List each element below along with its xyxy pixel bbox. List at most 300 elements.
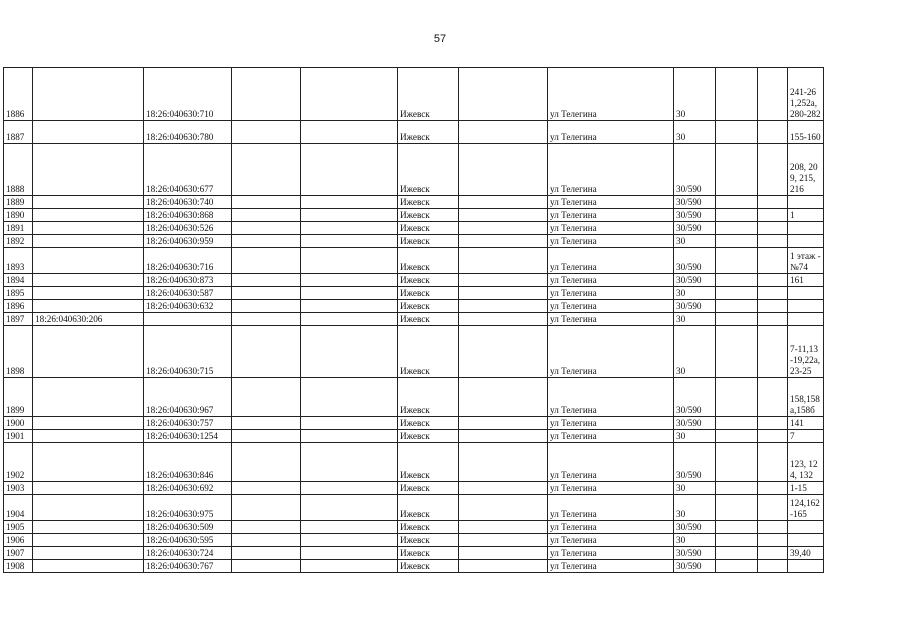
cadastral-number-premises: 18:26:040630:716: [144, 248, 232, 274]
empty-cell: [459, 313, 548, 326]
table-row: [4, 248, 824, 274]
empty-cell: [459, 521, 548, 534]
empty-cell: [459, 196, 548, 209]
row-number: 1900: [4, 417, 33, 430]
house-number-cell: 30: [674, 235, 716, 248]
empty-cell: [232, 68, 301, 121]
empty-cell: [232, 196, 301, 209]
empty-cell: [232, 313, 301, 326]
empty-cell: [716, 521, 758, 534]
room-numbers-cell: 1-15: [788, 482, 824, 495]
city-cell: Ижевск: [398, 300, 459, 313]
empty-cell: [232, 144, 301, 196]
empty-cell: [716, 326, 758, 378]
cadastral-number-primary: [33, 560, 144, 573]
cadastral-number-primary: [33, 196, 144, 209]
empty-cell: [716, 300, 758, 313]
empty-cell: [301, 313, 398, 326]
street-cell: ул Телегина: [548, 121, 674, 144]
empty-cell: [758, 196, 788, 209]
empty-cell: [758, 274, 788, 287]
empty-cell: [301, 417, 398, 430]
empty-cell: [459, 326, 548, 378]
street-cell: ул Телегина: [548, 547, 674, 560]
city-cell: Ижевск: [398, 482, 459, 495]
cadastral-number-premises: 18:26:040630:868: [144, 209, 232, 222]
table-row: [4, 443, 824, 482]
street-cell: ул Телегина: [548, 313, 674, 326]
table-row: [4, 196, 824, 209]
table-row: [4, 209, 824, 222]
cadastral-number-premises: 18:26:040630:632: [144, 300, 232, 313]
empty-cell: [232, 443, 301, 482]
empty-cell: [459, 560, 548, 573]
room-numbers-cell: [788, 313, 824, 326]
empty-cell: [716, 274, 758, 287]
table-row: [4, 287, 824, 300]
row-number: 1904: [4, 495, 33, 521]
empty-cell: [301, 547, 398, 560]
cadastral-number-premises: [144, 313, 232, 326]
city-cell: Ижевск: [398, 222, 459, 235]
city-cell: Ижевск: [398, 274, 459, 287]
empty-cell: [232, 495, 301, 521]
city-cell: Ижевск: [398, 430, 459, 443]
cadastral-number-primary: [33, 300, 144, 313]
house-number-cell: 30/590: [674, 209, 716, 222]
empty-cell: [301, 274, 398, 287]
cadastral-number-premises: 18:26:040630:587: [144, 287, 232, 300]
city-cell: Ижевск: [398, 287, 459, 300]
empty-cell: [758, 378, 788, 417]
row-number: 1888: [4, 144, 33, 196]
empty-cell: [716, 144, 758, 196]
empty-cell: [232, 417, 301, 430]
cadastral-number-premises: 18:26:040630:975: [144, 495, 232, 521]
cadastral-number-primary: [33, 68, 144, 121]
row-number: 1905: [4, 521, 33, 534]
room-numbers-cell: [788, 196, 824, 209]
room-numbers-cell: 7: [788, 430, 824, 443]
room-numbers-cell: 124,162-165: [788, 495, 824, 521]
city-cell: Ижевск: [398, 534, 459, 547]
house-number-cell: 30/590: [674, 144, 716, 196]
empty-cell: [758, 300, 788, 313]
cadastral-number-primary: [33, 521, 144, 534]
house-number-cell: 30: [674, 482, 716, 495]
city-cell: Ижевск: [398, 235, 459, 248]
empty-cell: [459, 430, 548, 443]
empty-cell: [459, 68, 548, 121]
empty-cell: [301, 144, 398, 196]
room-numbers-cell: 39,40: [788, 547, 824, 560]
row-number: 1903: [4, 482, 33, 495]
empty-cell: [758, 417, 788, 430]
empty-cell: [459, 121, 548, 144]
cadastral-number-primary: [33, 235, 144, 248]
empty-cell: [758, 68, 788, 121]
table-row: [4, 274, 824, 287]
registry-body: [4, 68, 824, 573]
city-cell: Ижевск: [398, 144, 459, 196]
room-numbers-cell: [788, 300, 824, 313]
empty-cell: [716, 430, 758, 443]
cadastral-number-premises: 18:26:040630:757: [144, 417, 232, 430]
cadastral-number-premises: 18:26:040630:959: [144, 235, 232, 248]
empty-cell: [301, 68, 398, 121]
empty-cell: [459, 274, 548, 287]
empty-cell: [232, 121, 301, 144]
room-numbers-cell: 241-261,252а,280-282: [788, 68, 824, 121]
cadastral-number-premises: 18:26:040630:967: [144, 378, 232, 417]
empty-cell: [758, 521, 788, 534]
row-number: 1887: [4, 121, 33, 144]
table-row: [4, 313, 824, 326]
empty-cell: [232, 274, 301, 287]
empty-cell: [301, 287, 398, 300]
street-cell: ул Телегина: [548, 209, 674, 222]
empty-cell: [758, 313, 788, 326]
street-cell: ул Телегина: [548, 287, 674, 300]
city-cell: Ижевск: [398, 68, 459, 121]
house-number-cell: 30: [674, 287, 716, 300]
cadastral-number-premises: 18:26:040630:710: [144, 68, 232, 121]
empty-cell: [301, 443, 398, 482]
empty-cell: [232, 326, 301, 378]
room-numbers-cell: 141: [788, 417, 824, 430]
row-number: 1892: [4, 235, 33, 248]
cadastral-number-premises: 18:26:040630:595: [144, 534, 232, 547]
table-row: [4, 547, 824, 560]
empty-cell: [232, 300, 301, 313]
empty-cell: [301, 534, 398, 547]
street-cell: ул Телегина: [548, 222, 674, 235]
empty-cell: [758, 430, 788, 443]
empty-cell: [301, 378, 398, 417]
row-number: 1902: [4, 443, 33, 482]
empty-cell: [459, 235, 548, 248]
cadastral-number-premises: 18:26:040630:767: [144, 560, 232, 573]
cadastral-number-premises: 18:26:040630:780: [144, 121, 232, 144]
street-cell: ул Телегина: [548, 534, 674, 547]
house-number-cell: 30/590: [674, 196, 716, 209]
empty-cell: [716, 235, 758, 248]
empty-cell: [716, 196, 758, 209]
empty-cell: [459, 222, 548, 235]
street-cell: ул Телегина: [548, 144, 674, 196]
row-number: 1895: [4, 287, 33, 300]
house-number-cell: 30/590: [674, 560, 716, 573]
city-cell: Ижевск: [398, 495, 459, 521]
empty-cell: [459, 300, 548, 313]
empty-cell: [758, 482, 788, 495]
page-number: 57: [433, 33, 447, 45]
empty-cell: [232, 560, 301, 573]
empty-cell: [301, 430, 398, 443]
registry-table: [3, 67, 824, 573]
table-row: [4, 430, 824, 443]
empty-cell: [716, 209, 758, 222]
empty-cell: [459, 534, 548, 547]
cadastral-number-premises: 18:26:040630:873: [144, 274, 232, 287]
empty-cell: [232, 521, 301, 534]
row-number: 1908: [4, 560, 33, 573]
empty-cell: [232, 222, 301, 235]
empty-cell: [716, 68, 758, 121]
empty-cell: [758, 326, 788, 378]
empty-cell: [716, 560, 758, 573]
cadastral-number-primary: [33, 430, 144, 443]
cadastral-number-premises: 18:26:040630:1254: [144, 430, 232, 443]
room-numbers-cell: 7-11,13-19,22а, 23-25: [788, 326, 824, 378]
street-cell: ул Телегина: [548, 430, 674, 443]
cadastral-number-primary: [33, 144, 144, 196]
street-cell: ул Телегина: [548, 560, 674, 573]
cadastral-number-primary: [33, 443, 144, 482]
empty-cell: [758, 560, 788, 573]
empty-cell: [758, 222, 788, 235]
cadastral-number-primary: [33, 417, 144, 430]
cadastral-number-primary: [33, 209, 144, 222]
house-number-cell: 30: [674, 121, 716, 144]
house-number-cell: 30: [674, 326, 716, 378]
empty-cell: [459, 248, 548, 274]
street-cell: ул Телегина: [548, 378, 674, 417]
street-cell: ул Телегина: [548, 248, 674, 274]
row-number: 1896: [4, 300, 33, 313]
cadastral-number-primary: 18:26:040630:206: [33, 313, 144, 326]
cadastral-number-primary: [33, 378, 144, 417]
room-numbers-cell: 161: [788, 274, 824, 287]
row-number: 1897: [4, 313, 33, 326]
empty-cell: [301, 482, 398, 495]
empty-cell: [716, 287, 758, 300]
empty-cell: [758, 287, 788, 300]
cadastral-number-premises: 18:26:040630:677: [144, 144, 232, 196]
house-number-cell: 30: [674, 534, 716, 547]
table-row: [4, 121, 824, 144]
empty-cell: [716, 121, 758, 144]
table-row: [4, 144, 824, 196]
cadastral-number-primary: [33, 274, 144, 287]
empty-cell: [758, 121, 788, 144]
city-cell: Ижевск: [398, 121, 459, 144]
empty-cell: [758, 495, 788, 521]
empty-cell: [716, 378, 758, 417]
empty-cell: [716, 495, 758, 521]
room-numbers-cell: 155-160: [788, 121, 824, 144]
cadastral-number-primary: [33, 287, 144, 300]
empty-cell: [232, 547, 301, 560]
empty-cell: [301, 300, 398, 313]
empty-cell: [459, 378, 548, 417]
room-numbers-cell: 158,158а,158б: [788, 378, 824, 417]
cadastral-number-primary: [33, 534, 144, 547]
empty-cell: [301, 248, 398, 274]
house-number-cell: 30/590: [674, 521, 716, 534]
street-cell: ул Телегина: [548, 274, 674, 287]
house-number-cell: 30: [674, 495, 716, 521]
city-cell: Ижевск: [398, 560, 459, 573]
cadastral-number-premises: 18:26:040630:509: [144, 521, 232, 534]
house-number-cell: 30/590: [674, 443, 716, 482]
row-number: 1890: [4, 209, 33, 222]
table-row: [4, 235, 824, 248]
empty-cell: [232, 248, 301, 274]
city-cell: Ижевск: [398, 209, 459, 222]
cadastral-number-primary: [33, 495, 144, 521]
house-number-cell: 30/590: [674, 248, 716, 274]
room-numbers-cell: 123, 124, 132: [788, 443, 824, 482]
row-number: 1886: [4, 68, 33, 121]
empty-cell: [232, 209, 301, 222]
house-number-cell: 30/590: [674, 222, 716, 235]
cadastral-number-premises: 18:26:040630:740: [144, 196, 232, 209]
city-cell: Ижевск: [398, 378, 459, 417]
cadastral-number-primary: [33, 121, 144, 144]
row-number: 1898: [4, 326, 33, 378]
empty-cell: [301, 209, 398, 222]
street-cell: ул Телегина: [548, 326, 674, 378]
table-row: [4, 521, 824, 534]
empty-cell: [459, 417, 548, 430]
house-number-cell: 30/590: [674, 378, 716, 417]
empty-cell: [232, 378, 301, 417]
row-number: 1906: [4, 534, 33, 547]
row-number: 1889: [4, 196, 33, 209]
table-row: [4, 495, 824, 521]
house-number-cell: 30/590: [674, 417, 716, 430]
empty-cell: [716, 248, 758, 274]
empty-cell: [301, 326, 398, 378]
empty-cell: [758, 209, 788, 222]
empty-cell: [758, 144, 788, 196]
house-number-cell: 30/590: [674, 300, 716, 313]
empty-cell: [716, 547, 758, 560]
empty-cell: [459, 144, 548, 196]
cadastral-number-premises: 18:26:040630:692: [144, 482, 232, 495]
empty-cell: [716, 482, 758, 495]
empty-cell: [301, 121, 398, 144]
empty-cell: [459, 209, 548, 222]
city-cell: Ижевск: [398, 521, 459, 534]
empty-cell: [716, 222, 758, 235]
empty-cell: [758, 235, 788, 248]
row-number: 1894: [4, 274, 33, 287]
cadastral-number-premises: 18:26:040630:526: [144, 222, 232, 235]
empty-cell: [459, 443, 548, 482]
row-number: 1891: [4, 222, 33, 235]
room-numbers-cell: 208, 209, 215, 216: [788, 144, 824, 196]
table-row: [4, 534, 824, 547]
empty-cell: [758, 547, 788, 560]
row-number: 1893: [4, 248, 33, 274]
table-row: [4, 378, 824, 417]
empty-cell: [758, 443, 788, 482]
empty-cell: [232, 482, 301, 495]
house-number-cell: 30: [674, 68, 716, 121]
empty-cell: [301, 560, 398, 573]
house-number-cell: 30/590: [674, 274, 716, 287]
street-cell: ул Телегина: [548, 482, 674, 495]
empty-cell: [301, 196, 398, 209]
room-numbers-cell: [788, 560, 824, 573]
empty-cell: [459, 287, 548, 300]
empty-cell: [232, 287, 301, 300]
row-number: 1899: [4, 378, 33, 417]
row-number: 1901: [4, 430, 33, 443]
room-numbers-cell: [788, 521, 824, 534]
table-row: [4, 560, 824, 573]
house-number-cell: 30: [674, 313, 716, 326]
street-cell: ул Телегина: [548, 300, 674, 313]
empty-cell: [716, 313, 758, 326]
city-cell: Ижевск: [398, 196, 459, 209]
empty-cell: [301, 521, 398, 534]
empty-cell: [716, 443, 758, 482]
row-number: 1907: [4, 547, 33, 560]
cadastral-number-primary: [33, 547, 144, 560]
cadastral-number-premises: 18:26:040630:715: [144, 326, 232, 378]
cadastral-number-premises: 18:26:040630:724: [144, 547, 232, 560]
empty-cell: [232, 235, 301, 248]
city-cell: Ижевск: [398, 326, 459, 378]
empty-cell: [301, 495, 398, 521]
table-row: [4, 482, 824, 495]
street-cell: ул Телегина: [548, 417, 674, 430]
empty-cell: [232, 534, 301, 547]
empty-cell: [758, 248, 788, 274]
city-cell: Ижевск: [398, 417, 459, 430]
table-row: [4, 326, 824, 378]
house-number-cell: 30: [674, 430, 716, 443]
city-cell: Ижевск: [398, 248, 459, 274]
empty-cell: [716, 417, 758, 430]
empty-cell: [459, 482, 548, 495]
empty-cell: [459, 547, 548, 560]
street-cell: ул Телегина: [548, 521, 674, 534]
table-row: [4, 68, 824, 121]
room-numbers-cell: [788, 287, 824, 300]
street-cell: ул Телегина: [548, 196, 674, 209]
empty-cell: [459, 495, 548, 521]
street-cell: ул Телегина: [548, 68, 674, 121]
empty-cell: [758, 534, 788, 547]
house-number-cell: 30/590: [674, 547, 716, 560]
street-cell: ул Телегина: [548, 495, 674, 521]
room-numbers-cell: 1: [788, 209, 824, 222]
table-row: [4, 417, 824, 430]
cadastral-number-primary: [33, 482, 144, 495]
empty-cell: [232, 430, 301, 443]
cadastral-number-primary: [33, 248, 144, 274]
room-numbers-cell: [788, 235, 824, 248]
cadastral-number-primary: [33, 326, 144, 378]
empty-cell: [301, 235, 398, 248]
room-numbers-cell: [788, 222, 824, 235]
city-cell: Ижевск: [398, 547, 459, 560]
table-row: [4, 300, 824, 313]
empty-cell: [716, 534, 758, 547]
city-cell: Ижевск: [398, 313, 459, 326]
cadastral-number-premises: 18:26:040630:846: [144, 443, 232, 482]
room-numbers-cell: [788, 534, 824, 547]
room-numbers-cell: 1 этаж - №74: [788, 248, 824, 274]
empty-cell: [301, 222, 398, 235]
table-row: [4, 222, 824, 235]
cadastral-number-primary: [33, 222, 144, 235]
street-cell: ул Телегина: [548, 443, 674, 482]
